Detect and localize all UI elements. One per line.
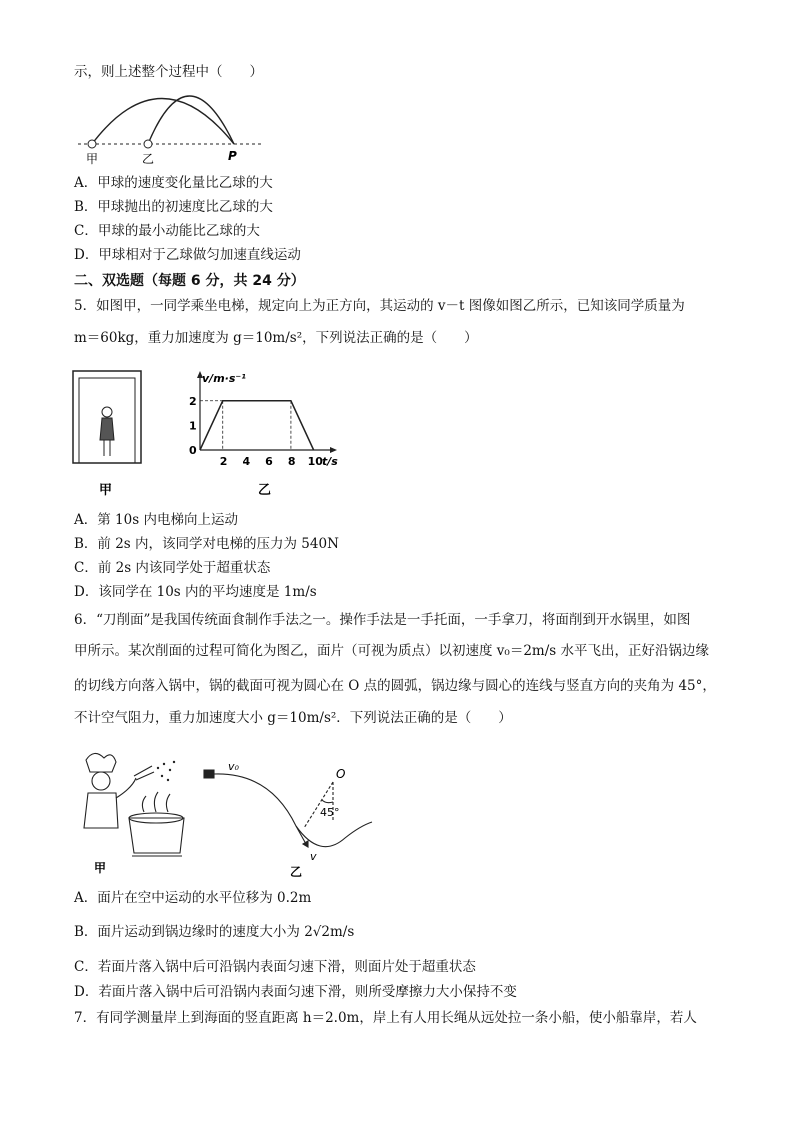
label-o: O [336,767,346,781]
label-yi: 乙 [290,865,303,879]
q4-stem-tail: 示，则上述整个过程中（ ） [74,64,263,80]
chef-arm [116,778,136,798]
y-tick-label: 0 [189,444,197,457]
velocity-arrow [296,826,306,844]
y-tick-label: 1 [189,419,197,433]
label-jia: 甲 [99,483,113,498]
angle-arc [322,800,333,803]
series-line [200,401,314,450]
chef-hat [86,753,116,772]
q5-elevator-figure [72,370,144,500]
q4-option-c: C．甲球的最小动能比乙球的大 [74,223,260,239]
q6-option-a: A．面片在空中运动的水平位移为 0.2m [74,890,312,906]
q6-stem-line2: 甲所示。某次削面的过程可简化为图乙，面片（可视为质点）以初速度 v₀＝2m/s 水平飞出，正好沿锅边缘 [74,643,709,659]
q6-stem-line1: 6．“刀削面”是我国传统面食制作手法之一。操作手法是一手托面，一手拿刀，将面削到开水锅里，如图 [74,612,691,628]
q6-stem-line4: 不计空气阻力，重力加速度大小 g＝10m/s²．下列说法正确的是（ ） [74,710,512,726]
label-v: v [310,850,317,863]
student-figure [100,407,114,456]
q5-option-d: D．该同学在 10s 内的平均速度是 1m/s [74,584,317,600]
arc-jia [92,99,234,145]
q6-option-b: B．面片运动到锅边缘时的速度大小为 2√2m/s [74,924,355,940]
x-axis-arrow [330,447,337,453]
q6-stem-line3: 的切线方向落入锅中，锅的截面可视为圆心在 O 点的圆弧，锅边缘与圆心的连线与竖直方向的夹角为 45°， [74,678,716,694]
label-jia: 甲 [94,861,107,875]
steam [142,792,170,812]
x-tick-label: 4 [242,455,251,468]
chef-head [92,772,110,790]
label-p: P [228,149,237,163]
q6-chef-figure [74,748,199,878]
chef-body [84,793,118,828]
label-angle: 45° [320,806,340,819]
q5-option-c: C．前 2s 内该同学处于超重状态 [74,560,271,576]
q5-option-a: A．第 10s 内电梯向上运动 [74,512,238,528]
dough-knife [134,766,154,780]
label-yi: 乙 [142,152,155,166]
vt-chart [180,370,350,500]
x-tick-label: 2 [219,455,228,468]
q6-option-c: C．若面片落入锅中后可沿锅内表面匀速下滑，则面片处于超重状态 [74,959,476,975]
x-tick-label: 8 [287,455,296,468]
y-axis-label: v/m·s⁻¹ [202,372,246,385]
label-v0: v₀ [228,760,239,773]
q5-stem-line2: m＝60kg，重力加速度为 g＝10m/s²，下列说法正确的是（ ） [74,330,478,346]
x-tick-label: 6 [265,455,273,468]
trajectory [214,774,296,826]
q5-option-b: B．前 2s 内，该同学对电梯的压力为 540N [74,536,339,552]
label-yi: 乙 [258,483,272,498]
x-axis-label: t/s [322,455,338,468]
start-block [204,770,214,778]
arc-yi [148,96,234,144]
radius-dashed [304,782,333,828]
section-title: 二、双选题（每题 6 分，共 24 分） [74,273,305,289]
q4-projectile-figure [76,88,266,168]
x-tick-label: 10 [307,455,323,468]
q6-trajectory-figure [200,760,380,885]
label-jia: 甲 [86,152,99,166]
q7-stem-line1: 7．有同学测量岸上到海面的竖直距离 h＝2.0m，岸上有人用长绳从远处拉一条小船，使小船靠岸，若人 [74,1010,697,1026]
q5-stem-line1: 5．如图甲，一同学乘坐电梯，规定向上为正方向，其运动的 v－t 图像如图乙所示，已知该同学质量为 [74,298,685,314]
q4-option-d: D．甲球相对于乙球做匀加速直线运动 [74,247,301,263]
q6-option-d: D．若面片落入锅中后可沿锅内表面匀速下滑，则所受摩擦力大小保持不变 [74,984,517,1000]
q4-option-a: A．甲球的速度变化量比乙球的大 [74,175,273,191]
q4-option-b: B．甲球抛出的初速度比乙球的大 [74,199,273,215]
ball-yi [144,140,152,148]
ball-jia [88,140,96,148]
y-tick-label: 2 [189,394,197,408]
